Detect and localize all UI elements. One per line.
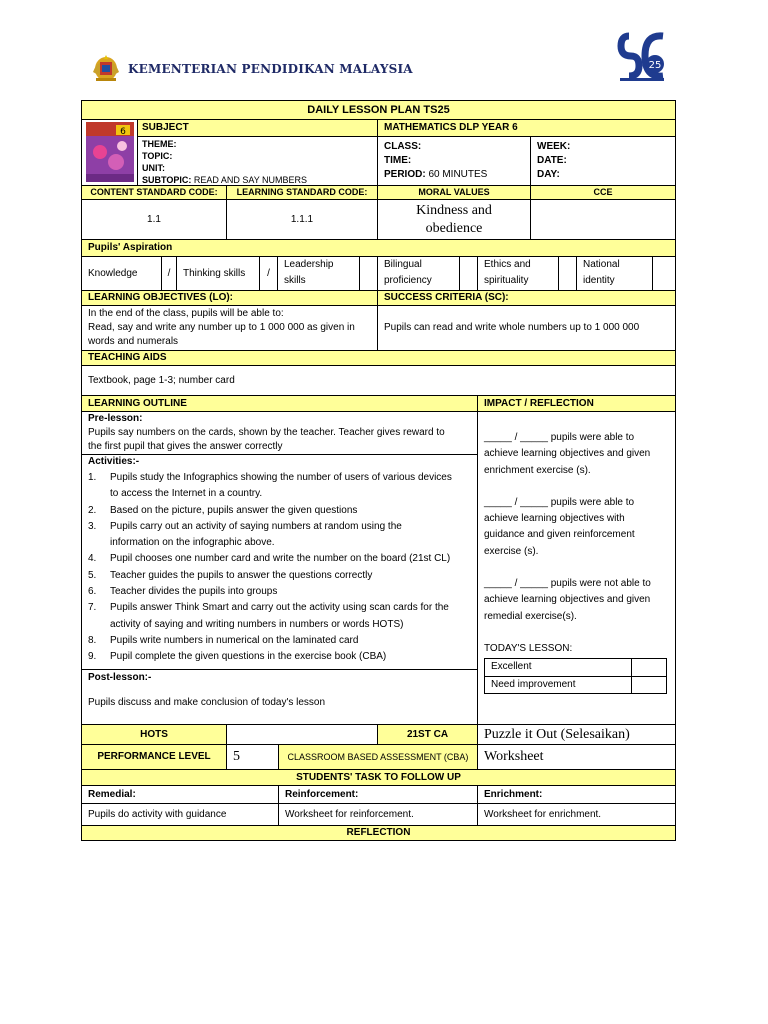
lo-label: LEARNING OBJECTIVES (LO): (82, 291, 378, 305)
hots-value (227, 725, 378, 744)
excellent-check[interactable] (632, 659, 667, 676)
aspiration-label: Pupils' Aspiration (88, 242, 173, 253)
ts25-logo (617, 26, 667, 82)
period-label: PERIOD: (384, 169, 426, 180)
excellent-label: Excellent (485, 659, 632, 676)
impact-block-b3: _____ / _____ pupils were not able to achieve learning objectives and given remedial exercise(s). (484, 578, 651, 622)
learning-outline-label: LEARNING OUTLINE (82, 396, 478, 411)
cce-label: CCE (593, 187, 613, 197)
need-improvement-check[interactable] (632, 676, 667, 693)
svg-text:25: 25 (648, 60, 662, 71)
cba-value: Worksheet (484, 749, 544, 764)
subtopic-value: READ AND SAY NUMBERS (193, 175, 308, 185)
topic-label: TOPIC: (142, 151, 173, 161)
unit-label: UNIT: (142, 163, 165, 173)
pre-lesson-section: Pre-lesson: Pupils say numbers on the cards, shown by the teacher. Teacher gives reward to the first pupil that gives the answer correctly (82, 412, 477, 455)
teaching-aids-value: Textbook, page 1-3; number card (88, 375, 235, 386)
activity-item: 3. Pupils carry out an activity of saying numbers at random using the (88, 520, 402, 532)
21st-ca-value: Puzzle it Out (Selesaikan) (484, 727, 630, 742)
activity-item: 7. Pupils answer Think Smart and carry out the activity using scan cards for the (88, 602, 449, 614)
activity-item: 8. Pupils write numbers in numerical on the laminated card (88, 634, 359, 646)
activity-item: information on the infographic above. (110, 537, 275, 549)
subject-value: MATHEMATICS DLP YEAR 6 (378, 120, 675, 137)
aspiration-knowledge: Knowledge (82, 257, 162, 290)
performance-level-value: 5 (227, 745, 279, 769)
impact-reflection-label: IMPACT / REFLECTION (484, 398, 594, 409)
enrichment-label: Enrichment: (484, 789, 543, 800)
aspiration-thinking: Thinking skills (177, 257, 260, 290)
need-improvement-label: Need improvement (485, 676, 632, 693)
hots-label: HOTS (82, 725, 227, 744)
remedial-value: Pupils do activity with guidance (82, 804, 279, 825)
sc-label: SUCCESS CRITERIA (SC): (384, 292, 509, 303)
textbook-cover-cell (82, 120, 138, 185)
theme-label: THEME: (142, 139, 177, 149)
reinforcement-value: Worksheet for reinforcement. (279, 804, 478, 825)
day-label: DAY: (537, 169, 560, 180)
time-label: TIME: (384, 155, 412, 166)
date-label: DATE: (537, 155, 567, 166)
activity-item: 9. Pupil complete the given questions in the exercise book (CBA) (88, 651, 387, 663)
aspiration-leadership: Leadership skills (278, 257, 360, 290)
lo-value: In the end of the class, pupils will be able to: Read, say and write any number up to 1 000 000 as given in words and numerals (82, 306, 378, 350)
impact-reflection-body (478, 412, 675, 724)
enrichment-value: Worksheet for enrichment. (484, 809, 602, 820)
activity-item: 1. Pupils study the Infographics showing the number of users of various devices (88, 472, 452, 483)
todays-lesson-label: TODAY'S LESSON: (484, 642, 573, 654)
bilingual-tick (460, 257, 478, 290)
content-standard-value: 1.1 (82, 200, 227, 239)
national-tick (653, 257, 675, 290)
aspiration-ethics: Ethics and spirituality (478, 257, 559, 290)
subject-label: SUBJECT (138, 120, 377, 137)
lesson-plan-table (81, 100, 676, 841)
moral-values-label: MORAL VALUES (378, 186, 531, 199)
thinking-tick: / (260, 257, 278, 290)
leadership-tick (360, 257, 378, 290)
activity-item: 2. Based on the picture, pupils answer the given questions (88, 504, 358, 516)
textbook-cover-image (86, 122, 134, 182)
activity-item: 4. Pupil chooses one number card and write the number on the board (21st CL) (88, 553, 451, 565)
aspiration-national: National identity (577, 257, 653, 290)
svg-text:6: 6 (120, 127, 126, 137)
activities-section: Activities:- 1. Pupils study the Infographics showing the number of users of various devices to access the Internet in a country. 2. Based on the picture, pupils answer the given questions 3. Pupils carry out an activity of saying numbers at random using the information on the infographic above. 4. Pupil chooses one number card and write the number on the board (21st CL) 5. Teacher guides the pupils to answer the questions correctly 6. Teacher divides the pupils into groups 7. Pupils answer Think Smart and carry out the activity using scan cards for the activity of saying and writing numbers in numbers or words HOTS) 8. Pupils write numbers in numerical on the laminated card 9. Pupil complete the given questions in the exercise book (CBA) (82, 455, 477, 670)
sc-value: Pupils can read and write whole numbers up to 1 000 000 (384, 322, 640, 333)
impact-block-b1: _____ / _____ pupils were able to achieve learning objectives and given enrichment exercise (s). (484, 432, 651, 476)
activity-item: 5. Teacher guides the pupils to answer the questions correctly (88, 569, 373, 581)
cce-value (531, 200, 675, 239)
subtopic-label: SUBTOPIC: (142, 175, 192, 185)
moral-values-value: Kindness and obedience (378, 200, 531, 239)
ethics-tick (559, 257, 577, 290)
period-value: 60 MINUTES (428, 169, 488, 180)
activity-item: activity of saying and writing numbers in numbers or words HOTS) (110, 618, 404, 630)
plan-title: DAILY LESSON PLAN TS25 (307, 104, 450, 116)
activity-item: to access the Internet in a country. (110, 488, 263, 500)
cba-label: CLASSROOM BASED ASSESSMENT (CBA) (279, 745, 478, 769)
students-task-label: STUDENTS' TASK TO FOLLOW UP (296, 772, 461, 783)
reinforcement-label: Reinforcement: (279, 786, 478, 803)
aspiration-bilingual: Bilingual proficiency (378, 257, 460, 290)
21st-ca-label: 21ST CA (378, 725, 478, 744)
reflection-label: REFLECTION (346, 827, 411, 838)
class-label: CLASS: (384, 141, 422, 152)
post-lesson-section: Post-lesson:- Pupils discuss and make conclusion of today's lesson (88, 672, 326, 708)
week-label: WEEK: (537, 141, 571, 152)
knowledge-tick: / (162, 257, 177, 290)
learning-standard-value: 1.1.1 (227, 200, 378, 239)
remedial-label: Remedial: (82, 786, 279, 803)
ministry-name: KEMENTERIAN PENDIDIKAN MALAYSIA (128, 62, 413, 76)
activity-item: 6. Teacher divides the pupils into groups (88, 586, 278, 598)
impact-block-b2: _____ / _____ pupils were able to achieve learning objectives with guidance and given reinforcement exercise (s). (484, 496, 635, 557)
performance-level-label: PERFORMANCE LEVEL (82, 745, 227, 769)
learning-standard-label: LEARNING STANDARD CODE: (227, 186, 378, 199)
ministry-crest-logo (90, 54, 122, 84)
teaching-aids-label: TEACHING AIDS (88, 352, 167, 363)
content-standard-label: CONTENT STANDARD CODE: (82, 186, 227, 199)
